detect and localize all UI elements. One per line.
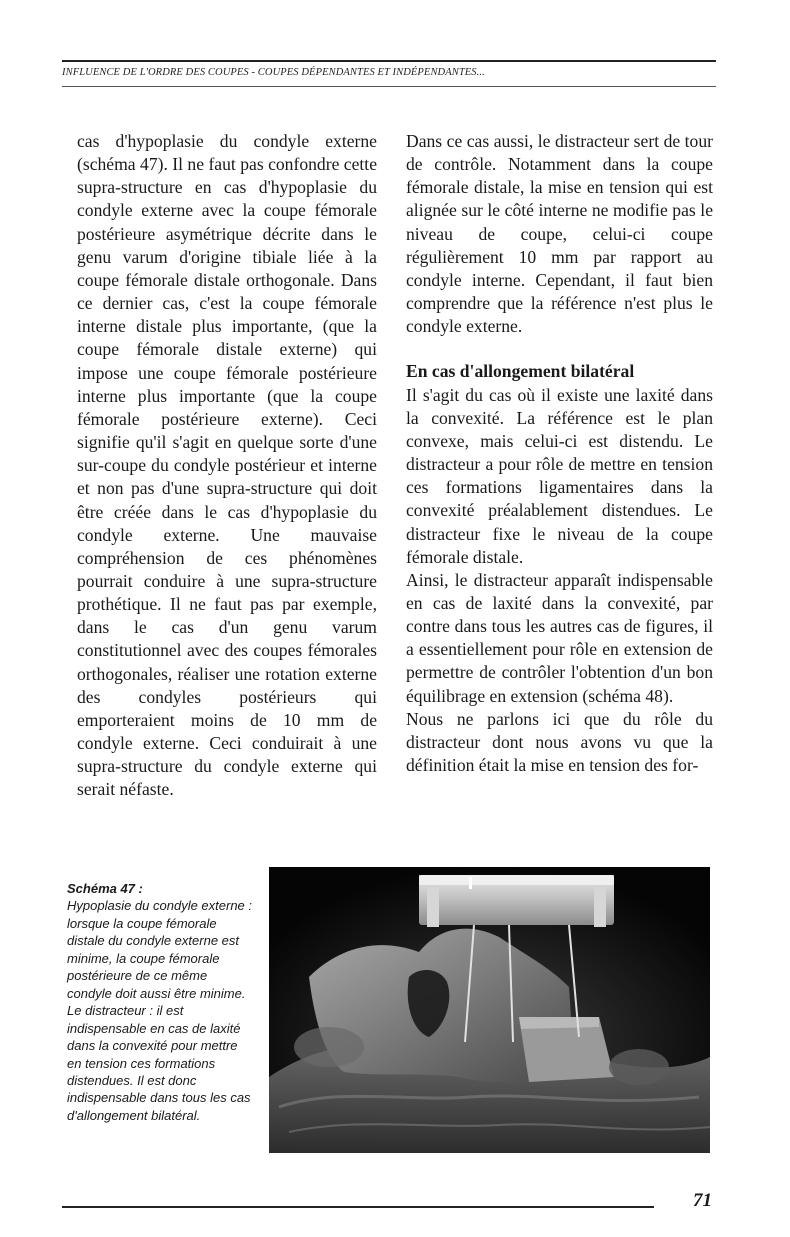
running-title: INFLUENCE DE L'ORDRE DES COUPES - COUPES DÉPENDANTES ET INDÉPENDANTES...: [62, 67, 485, 78]
right-paragraph-4: Nous ne parlons ici que du rôle du distracteur dont nous avons vu que la définition était la mise en tension des for-: [406, 708, 713, 776]
header-rule-bottom: [62, 86, 716, 87]
caption-text: Hypoplasie du condyle externe : lorsque la coupe fémorale distale du condyle externe est minime, la coupe fémorale postérieure de ce même condyle doit aussi être minime. Le distracteur : il est indispensable en cas de laxité dans la convexité pour mettre en tension ces formations distendues. Il est donc indispensable dans tous les cas d'allongement bilatéral.: [67, 898, 253, 1123]
right-paragraph-2: Il s'agit du cas où il existe une laxité dans la convexité. La référence est le plan convexe, mais celui-ci est distendu. Le distracteur a pour rôle de mettre en tension ces formations ligamentaires dans la convexité préalablement distendues. Le distracteur fixe le niveau de la coupe fémorale distale.: [406, 384, 713, 567]
header-rule-top: [62, 60, 716, 62]
right-paragraph-1: Dans ce cas aussi, le distracteur sert de tour de contrôle. Notamment dans la coupe fémorale distale, la mise en tension qui est alignée sur le côté interne ne modifie pas le niveau de coupe, celui-ci coupe régulièrement 10 mm par rapport au condyle interne. Cependant, il faut bien comprendre que la référence n'est plus le condyle externe.: [406, 131, 713, 337]
surgical-photo: [269, 867, 710, 1153]
caption-title: Schéma 47 :: [67, 881, 143, 896]
surgical-photo-drawing: [269, 867, 710, 1153]
left-paragraph-1: cas d'hypoplasie du condyle externe (schéma 47). Il ne faut pas confondre cette supra-structure en cas d'hypoplasie du condyle externe avec la coupe fémorale postérieure asymétrique décrite dans le genu varum d'origine tibiale liée à la coupe fémorale distale orthogonale. Dans ce dernier cas, c'est la coupe fémorale interne distale plus importante, (que la coupe fémorale distale externe) qui impose une coupe fémorale postérieure interne plus importante (que la coupe fémorale postérieure externe). Ceci signifie qu'il s'agit en quelque sorte d'une sur-coupe du condyle postérieur et interne et non pas d'une supra-structure qui doit être créée dans le cas d'hypoplasie du condyle externe. Une mauvaise compréhension de ces phénomènes pourrait conduire à une supra-structure prothétique. Il ne faut pas par exemple, dans le cas d'un genu varum constitutionnel avec des coupes fémorales orthogonales, réaliser une rotation externe des condyles postérieurs qui emporteraient moins de 10 mm de condyle externe. Ceci conduirait à une supra-structure du condyle externe qui serait néfaste.: [77, 131, 377, 800]
figure-caption: [67, 880, 253, 1124]
page-number: 71: [693, 1190, 712, 1211]
right-paragraph-3: Ainsi, le distracteur apparaît indispensable en cas de laxité dans la convexité, par contre dans tous les autres cas de figures, il a essentiellement pour rôle en extension de permettre de contrôler l'obtention d'un bon équilibrage en extension (schéma 48).: [406, 569, 713, 706]
left-column: [77, 130, 377, 802]
section-heading: En cas d'allongement bilatéral: [406, 361, 635, 382]
right-column: [406, 130, 713, 777]
footer-rule: [62, 1206, 654, 1208]
